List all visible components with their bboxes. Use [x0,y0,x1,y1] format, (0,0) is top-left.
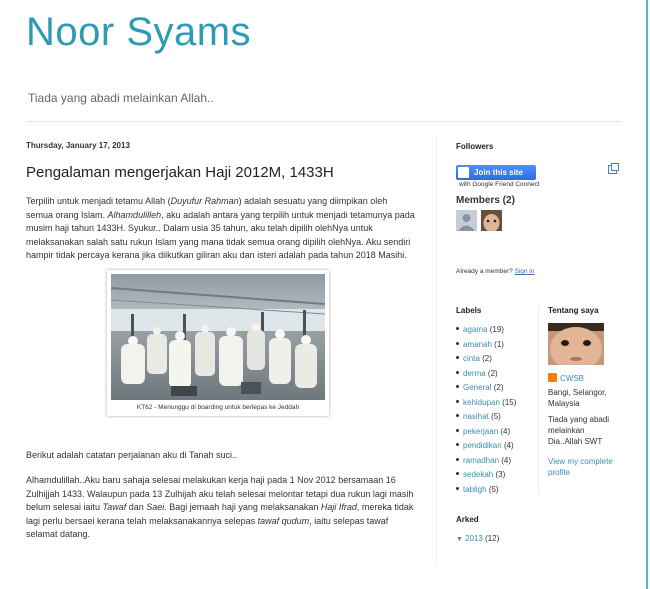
label-item[interactable]: agama (19) [456,325,516,340]
join-site-label: Join this site [474,168,523,177]
archive-year-item[interactable]: 2013 (12) [465,534,500,543]
blog-title[interactable]: Noor Syams [26,10,252,54]
label-item[interactable]: derma (2) [456,369,516,384]
sign-in-link[interactable]: Sign in [514,268,535,275]
post-date: Thursday, January 17, 2013 [26,141,130,150]
members-heading: Members (2) [456,195,515,206]
blogger-icon [548,373,557,382]
labels-profile-divider [538,305,539,495]
archive-heading: Arked [456,515,479,524]
archive-toggle-icon[interactable]: ▼ [456,536,463,543]
already-member-text: Already a member? Sign in [456,268,535,275]
profile-location-line-2: Malaysia [548,399,580,408]
post-paragraph-3: Alhamdulillah..Aku baru sahaja selesai melakukan kerja haji pada 1 Nov 2012 bersamaan 16 Zulhijjah 1433. Walaupun pada 13 Zulhijah aku telah selesai melontar tetapi dua rukun lagi masih belum selesai iaitu Tawaf dan Saei. Bagi jemaah haji yang melaksanakan Haji Ifrad, mereka tidak lagi perlu bersaei kerana telah melaksanakannya selepas tawaf qudum, iaitu selepas tawaf selamat datang. [26,475,414,539]
about-heading: Tentang saya [548,306,599,315]
profile-photo[interactable] [548,323,604,365]
label-item[interactable]: General (2) [456,383,516,398]
google-friend-connect-icon [458,167,469,178]
label-item[interactable]: pendidikan (4) [456,441,516,456]
blog-description: Tiada yang abadi melainkan Allah.. [28,91,214,105]
profile-name-link[interactable]: CWSB [560,374,584,383]
post-title[interactable]: Pengalaman mengerjakan Haji 2012M, 1433H [26,164,334,181]
label-item[interactable]: kehidupan (15) [456,398,516,413]
profile-about-line-3: Dia..Allah SWT [548,437,603,446]
label-item[interactable]: pekerjaan (4) [456,427,516,442]
popout-icon[interactable] [608,165,617,174]
followers-heading: Followers [456,142,494,151]
labels-list [456,325,516,499]
page-right-border [646,0,648,589]
gfc-subtitle: with Google Friend Connect [459,181,540,188]
label-item[interactable]: cinta (2) [456,354,516,369]
post-paragraph-1: Terpilih untuk menjadi tetamu Allah (Duyufur Rahman) adalah sesuatu yang diimpikan oleh semua orang Islam. Alhamdulilleh, aku adalah antara yang terpilih untuk menjadi tetamunya pada musim haji tahun 1433H. Syukur.. Dalam usia 35 tahun, aku telah dipilih olehNya untuk melaksanakan salah satu rukun Islam yang mana tidak semua orang dipilih olehNya. Aku sendiri hampir tidak percaya kerana jika diikutkan giliran aku dan isteri adalah pada tahun 2018 Masihi. [26,196,415,260]
image-caption: KT62 - Menunggu di boarding untuk berlepas ke Jeddah [136,404,300,411]
airport-boarding-photo[interactable] [111,274,325,400]
profile-about-line-2: melainkan [548,426,585,435]
label-item[interactable]: ramadhan (4) [456,456,516,471]
profile-about-line-1: Tiada yang abadi [548,415,610,424]
labels-heading: Labels [456,306,482,315]
join-site-button[interactable] [456,165,536,180]
label-item[interactable]: sedekah (3) [456,470,516,485]
header-divider [26,121,622,122]
member-avatar-1[interactable] [456,210,477,231]
profile-location-line-1: Bangi, Selangor, [548,388,607,397]
label-item[interactable]: amanah (1) [456,340,516,355]
member-avatar-2[interactable] [481,210,502,231]
post-paragraph-2: Berikut adalah catatan perjalanan aku di Tanah suci.. [26,450,237,460]
label-item[interactable]: tabligh (5) [456,485,516,500]
label-item[interactable]: nasihat (5) [456,412,516,427]
post-image-frame [107,270,329,416]
view-profile-link[interactable]: View my complete profile [548,457,613,477]
sidebar-divider [436,136,437,566]
